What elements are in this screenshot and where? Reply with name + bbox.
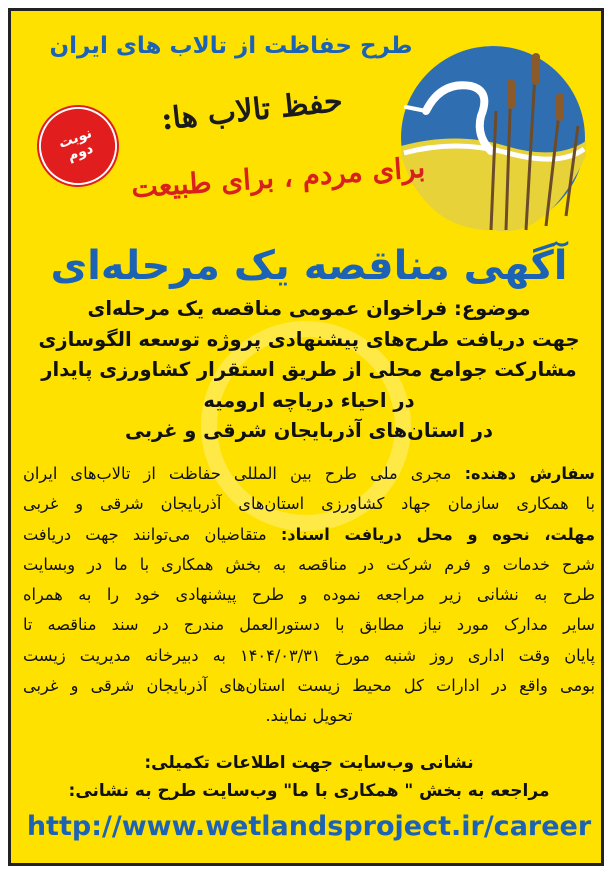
- slogan-line-1: حفظ تالاب ها:: [159, 83, 345, 138]
- second-publication-badge: [28, 96, 128, 196]
- body-line: بومی واقع در ادارات کل محیط زیست استان‌های آذربایجان شرقی و غربی: [23, 676, 595, 696]
- body-line: پایان وقت اداری روز شنبه مورخ ۱۴۰۴/۰۳/۳۱ به دبیرخانه مدیریت زیست: [23, 645, 595, 665]
- subject-line: موضوع: فراخوان عمومی مناقصه یک مرحله‌ای: [87, 297, 531, 320]
- subject-block: [29, 294, 589, 447]
- deadline-label: مهلت، نحوه و محل دریافت اسناد:: [280, 524, 595, 544]
- wetland-logo-icon: [396, 41, 591, 236]
- advertisement-frame: [8, 8, 604, 866]
- deadline-text: متقاضیان می‌توانند جهت دریافت: [23, 524, 267, 544]
- body-line: سایر مدارک مورد نیاز مطابق با دستورالعمل مندرج در سند مناقصه تا: [23, 615, 595, 635]
- client-label: سفارش دهنده:: [464, 464, 595, 483]
- closing-line: تحویل نمایند.: [265, 706, 353, 726]
- footer-line-2: مراجعه به بخش " همکاری با ما" وب‌سایت طرح به نشانی:: [68, 781, 550, 801]
- career-url-link[interactable]: http://www.wetlandsproject.ir/career: [26, 811, 592, 842]
- body-line: با همکاری سازمان جهاد کشاورزی استان‌های آذربایجان شرقی و غربی: [23, 494, 595, 514]
- subject-line: مشارکت جوامع محلی از طریق استقرار کشاورزی پایدار: [41, 358, 577, 381]
- subject-line: در احیاء دریاچه ارومیه: [203, 388, 415, 412]
- program-title: طرح حفاظت از تالاب های ایران: [49, 33, 413, 59]
- badge-label: نوبت دوم: [56, 124, 96, 165]
- client-text: مجری ملی طرح بین المللی حفاظت از تالاب‌های ایران: [23, 464, 452, 483]
- footer-block: [11, 749, 604, 805]
- client-line: [23, 459, 595, 489]
- subject-line: در استان‌های آذربایجان شرقی و غربی: [124, 419, 493, 442]
- body-text: [23, 459, 595, 732]
- footer-line-1: نشانی وب‌سایت جهت اطلاعات تکمیلی:: [144, 753, 474, 773]
- notice-title: آگهی مناقصه یک مرحله‌ای: [50, 243, 568, 289]
- body-line: شرح خدمات و فرم شرکت در مناقصه به بخش همکاری با ما در وبسایت: [23, 554, 595, 574]
- slogan-line-2: برای مردم ، برای طبیعت: [130, 150, 427, 205]
- body-line: طرح به نشانی زیر مراجعه نموده و طرح پیشنهادی خود را به همراه: [23, 585, 595, 605]
- subject-line: جهت دریافت طرح‌های پیشنهادی پروژه توسعه الگوسازی: [38, 327, 580, 351]
- deadline-line: [23, 520, 595, 550]
